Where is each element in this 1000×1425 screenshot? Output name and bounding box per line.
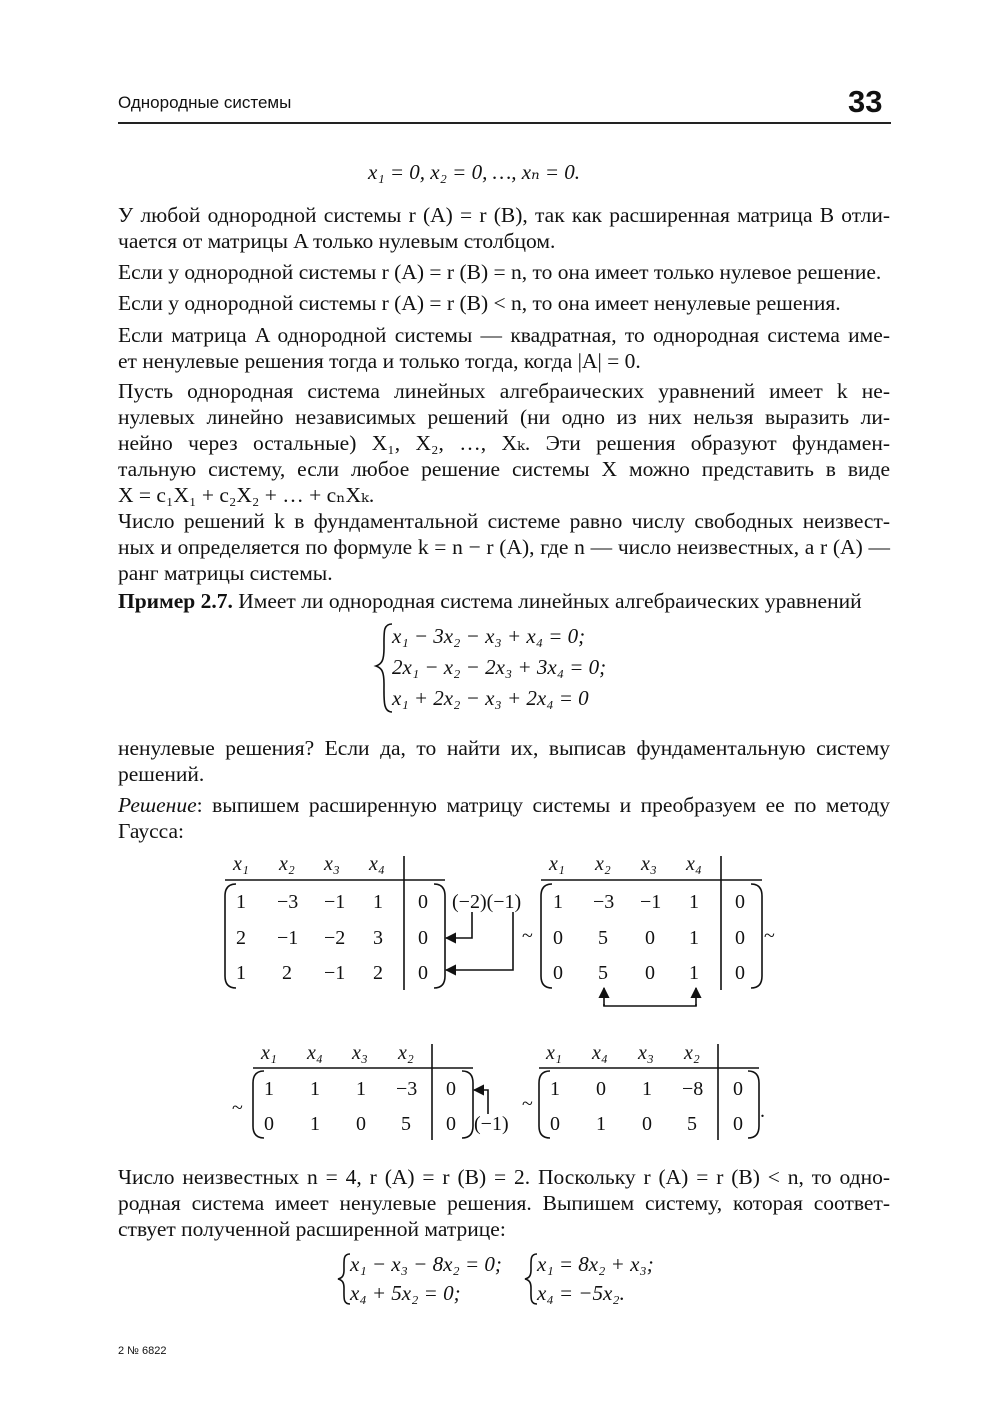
- tilde-sign: ~: [764, 925, 775, 947]
- tilde-sign: ~: [522, 925, 533, 947]
- text-line: Если матрица A однородной системы — квадратная, то однородная система име-: [118, 323, 890, 347]
- matrix-cell: 1: [356, 1078, 366, 1100]
- matrix-cell: 1: [689, 891, 699, 913]
- matrix-bracket-left: [225, 884, 236, 988]
- text-line: нейно через остальные) X₁, X₂, …, Xₖ. Эти решения образуют фундамен-: [118, 431, 890, 455]
- text-line: Если у однородной системы r (A) = r (B) = n, то она имеет только нулевое решение.: [118, 260, 882, 284]
- solved-system-eq-1: x₁ = 8x₂ + x₃;: [537, 1252, 654, 1276]
- matrix-cell: −1: [277, 927, 299, 949]
- matrix-cell: 1: [689, 962, 699, 984]
- text-line: Пусть однородная система линейных алгебраических уравнений имеет k не-: [118, 379, 890, 403]
- matrix-cell: 1: [264, 1078, 274, 1100]
- text-line: ненулевые решения? Если да, то найти их, выписав фундаментальную систему: [118, 736, 890, 760]
- tilde-sign: ~: [232, 1097, 243, 1119]
- matrix-cell: 0: [642, 1113, 652, 1135]
- text-line: ствует полученной расширенной матрице:: [118, 1217, 506, 1241]
- period-sign: .: [760, 1100, 765, 1122]
- matrix-cell: 0: [735, 962, 745, 984]
- text-line: ных и определяется по формуле k = n − r (A), где n — число неизвестных, а r (A) —: [118, 535, 890, 559]
- column-header: x₃: [638, 1042, 654, 1064]
- column-header: x₁: [261, 1042, 277, 1064]
- matrix-bracket-left: [539, 1071, 550, 1138]
- matrix-cell: 1: [596, 1113, 606, 1135]
- text-line: чается от матрицы A только нулевым столбцом.: [118, 229, 556, 253]
- text-line: У любой однородной системы r (A) = r (B), так как расширенная матрица B отли-: [118, 203, 890, 227]
- matrix-cell: 0: [735, 927, 745, 949]
- column-header: x₂: [595, 853, 611, 875]
- system-brace: [338, 1254, 350, 1304]
- column-header: x₂: [279, 853, 295, 875]
- matrix-cell: 1: [310, 1113, 320, 1135]
- matrix-cell: 2: [373, 962, 383, 984]
- example-text: Имеет ли однородная система линейных алгебраических уравнений: [238, 589, 862, 613]
- matrix-cell: 1: [553, 891, 563, 913]
- text-line: нулевых линейно независимых решений (ни одно из них нельзя выразить ли-: [118, 405, 890, 429]
- matrix-cell: 0: [645, 962, 655, 984]
- matrix-cell: −2: [324, 927, 346, 949]
- signature-mark: 2 № 6822: [118, 1345, 167, 1357]
- matrix-bracket-right: [748, 1071, 759, 1138]
- column-header: x₄: [307, 1042, 323, 1064]
- matrix-cell: 1: [236, 891, 246, 913]
- row-op-arrow: [446, 912, 472, 938]
- matrix-cell: 0: [735, 891, 745, 913]
- matrix-cell: 1: [689, 927, 699, 949]
- text-line: : выпишем расширенную матрицу системы и преобразуем ее по методу: [196, 793, 890, 817]
- matrix-cell: −8: [682, 1078, 704, 1100]
- row-multipliers: (−2)(−1): [452, 891, 522, 913]
- row-multiplier: (−1): [474, 1113, 509, 1135]
- top-equation: x₁ = 0, x₂ = 0, …, xₙ = 0.: [368, 160, 581, 184]
- text-line: родная система имеет ненулевые решения. Выпишем систему, которая соответ-: [118, 1191, 890, 1215]
- matrix-cell: 5: [598, 927, 608, 949]
- column-header: x₁: [549, 853, 565, 875]
- matrix-cell: 5: [687, 1113, 697, 1135]
- column-header: x₂: [398, 1042, 414, 1064]
- matrix-cell: 1: [236, 962, 246, 984]
- matrix-cell: −1: [324, 891, 346, 913]
- matrix-cell: 5: [401, 1113, 411, 1135]
- column-header: x₁: [546, 1042, 562, 1064]
- matrix-cell: 0: [446, 1113, 456, 1135]
- column-header: x₃: [324, 853, 340, 875]
- column-header: x₄: [592, 1042, 608, 1064]
- matrix-bracket-left: [541, 884, 552, 988]
- matrix-cell: 0: [553, 962, 563, 984]
- text-line: ет ненулевые решения тогда и только тогда, когда |A| = 0.: [118, 349, 641, 373]
- matrix-cell: 1: [550, 1078, 560, 1100]
- text-line: Число решений k в фундаментальной системе равно числу свободных неизвест-: [118, 509, 890, 533]
- matrix-bracket-right: [462, 1071, 473, 1138]
- reduced-system-eq-1: x₁ − x₃ − 8x₂ = 0;: [350, 1252, 502, 1276]
- reduced-system-eq-2: x₄ + 5x₂ = 0;: [350, 1281, 461, 1305]
- system-eq-2: 2x₁ − x₂ − 2x₃ + 3x₄ = 0;: [392, 655, 607, 679]
- system-brace: [525, 1254, 537, 1304]
- column-header: x₄: [369, 853, 385, 875]
- solution-label: Решение: [118, 793, 197, 817]
- system-brace: [376, 624, 392, 712]
- page-number: 33: [848, 84, 883, 119]
- matrix-cell: 2: [236, 927, 246, 949]
- matrix-cell: −3: [277, 891, 299, 913]
- matrix-cell: −3: [593, 891, 615, 913]
- system-eq-3: x₁ + 2x₂ − x₃ + 2x₄ = 0: [392, 686, 589, 710]
- solved-system-eq-2: x₄ = −5x₂.: [537, 1281, 625, 1305]
- tilde-sign: ~: [522, 1093, 533, 1115]
- system-eq-1: x₁ − 3x₂ − x₃ + x₄ = 0;: [392, 624, 586, 648]
- matrix-cell: 0: [264, 1113, 274, 1135]
- matrix-cell: 1: [642, 1078, 652, 1100]
- column-header: x₁: [233, 853, 249, 875]
- text-line: тальную систему, если любое решение системы X можно представить в виде: [118, 457, 890, 481]
- matrix-cell: 0: [645, 927, 655, 949]
- text-line: решений.: [118, 762, 205, 786]
- text-line: ранг матрицы системы.: [118, 561, 333, 585]
- text-line: Гаусса:: [118, 819, 184, 843]
- matrix-cell: 1: [310, 1078, 320, 1100]
- row-op-arrow: [446, 912, 513, 970]
- matrix-cell: 0: [356, 1113, 366, 1135]
- row-op-arrow: [474, 1090, 488, 1114]
- matrix-cell: 0: [596, 1078, 606, 1100]
- example-label: Пример 2.7.: [118, 589, 233, 613]
- running-header-title: Однородные системы: [118, 93, 292, 112]
- matrix-cell: 0: [733, 1078, 743, 1100]
- matrix-cell: 0: [553, 927, 563, 949]
- matrix-bracket-right: [434, 884, 445, 988]
- matrix-bracket-left: [253, 1071, 264, 1138]
- matrix-cell: 0: [550, 1113, 560, 1135]
- matrix-cell: 1: [373, 891, 383, 913]
- matrix-cell: −1: [640, 891, 662, 913]
- matrix-cell: 0: [418, 891, 428, 913]
- matrix-cell: 2: [282, 962, 292, 984]
- text-line: Если у однородной системы r (A) = r (B) < n, то она имеет ненулевые решения.: [118, 291, 841, 315]
- column-swap-arrow: [604, 1004, 696, 1006]
- matrix-cell: 3: [373, 927, 383, 949]
- column-header: x₄: [686, 853, 702, 875]
- text-line: Число неизвестных n = 4, r (A) = r (B) = 2. Поскольку r (A) = r (B) < n, то одно-: [118, 1165, 890, 1189]
- matrix-cell: −1: [324, 962, 346, 984]
- matrix-cell: 0: [733, 1113, 743, 1135]
- column-header: x₂: [684, 1042, 700, 1064]
- column-header: x₃: [641, 853, 657, 875]
- text-line: X = c₁X₁ + c₂X₂ + … + cₙXₖ.: [118, 483, 375, 507]
- matrix-bracket-right: [751, 884, 762, 988]
- column-header: x₃: [352, 1042, 368, 1064]
- matrix-cell: 0: [418, 927, 428, 949]
- matrix-cell: 5: [598, 962, 608, 984]
- matrix-cell: 0: [418, 962, 428, 984]
- matrix-cell: 0: [446, 1078, 456, 1100]
- matrix-cell: −3: [396, 1078, 418, 1100]
